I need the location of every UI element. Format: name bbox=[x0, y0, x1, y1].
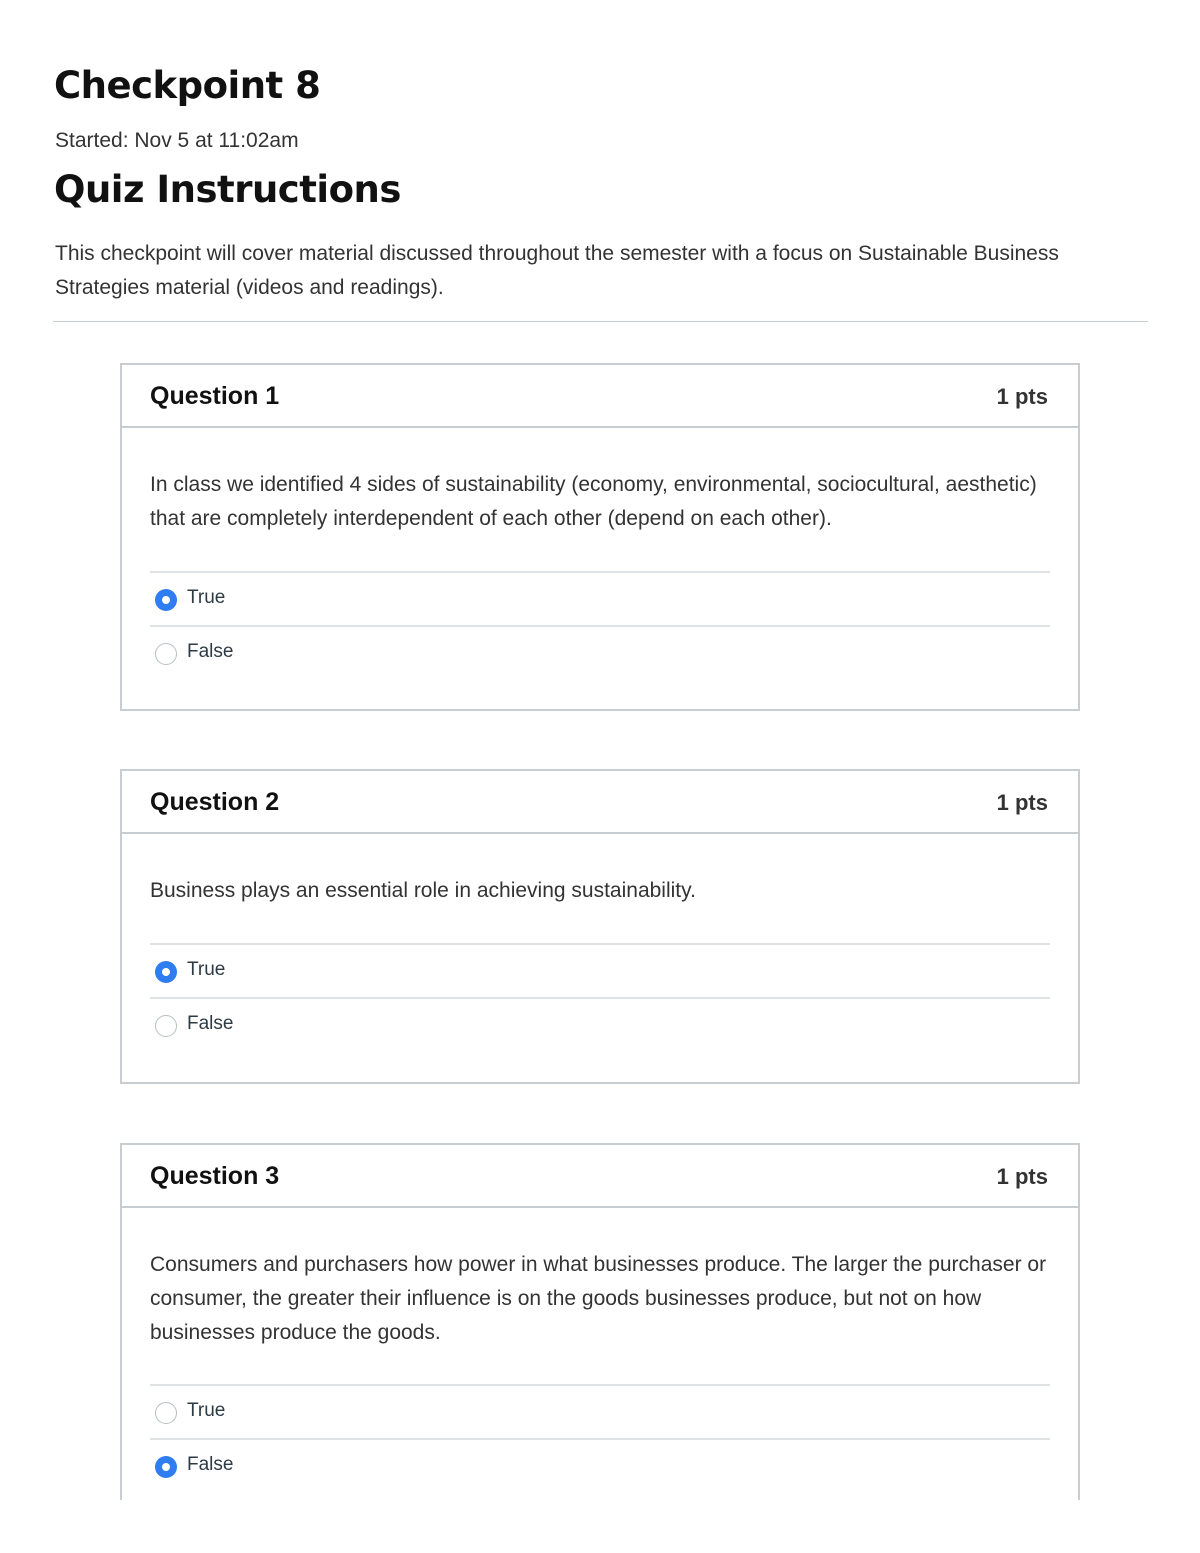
question-body bbox=[122, 428, 1078, 677]
radio-unselected-icon[interactable] bbox=[155, 643, 177, 665]
radio-selected-icon[interactable] bbox=[155, 589, 177, 611]
question-points: 1 pts bbox=[996, 790, 1048, 815]
answer-label[interactable]: True bbox=[187, 587, 226, 608]
question-points: 1 pts bbox=[996, 1164, 1048, 1189]
question-title: Question 3 bbox=[150, 1162, 280, 1190]
question-body bbox=[122, 834, 1078, 1049]
radio-unselected-icon[interactable] bbox=[155, 1015, 177, 1037]
question-title: Question 1 bbox=[150, 382, 280, 410]
quiz-title: Checkpoint 8 bbox=[54, 64, 321, 107]
answer-label[interactable]: False bbox=[187, 1454, 234, 1475]
question-points: 1 pts bbox=[996, 384, 1048, 409]
question-header bbox=[122, 771, 1078, 834]
section-divider bbox=[53, 321, 1148, 322]
question-header bbox=[122, 365, 1078, 428]
answer-option-false[interactable] bbox=[150, 1438, 1050, 1490]
radio-selected-icon[interactable] bbox=[155, 961, 177, 983]
answer-list bbox=[150, 1384, 1050, 1490]
question-card-3 bbox=[120, 1143, 1080, 1500]
started-timestamp: Started: Nov 5 at 11:02am bbox=[55, 129, 299, 152]
answer-list bbox=[150, 571, 1050, 677]
answer-label[interactable]: False bbox=[187, 1013, 234, 1034]
question-title: Question 2 bbox=[150, 788, 280, 816]
answer-label[interactable]: True bbox=[187, 959, 226, 980]
radio-unselected-icon[interactable] bbox=[155, 1402, 177, 1424]
answer-list bbox=[150, 943, 1050, 1049]
question-card-1 bbox=[120, 363, 1080, 711]
answer-label[interactable]: False bbox=[187, 641, 234, 662]
answer-option-false[interactable] bbox=[150, 625, 1050, 677]
answer-option-true[interactable] bbox=[150, 573, 1050, 625]
question-body bbox=[122, 1208, 1078, 1490]
instructions-text: This checkpoint will cover material discussed throughout the semester with a focus on Sustainable Business Strategies material (videos and readings). bbox=[55, 242, 1059, 299]
answer-option-true[interactable] bbox=[150, 945, 1050, 997]
question-text: Consumers and purchasers how power in what businesses produce. The larger the purchaser or consumer, the greater their influence is on the goods businesses produce, but not on how businesses produce the goods. bbox=[150, 1253, 1047, 1344]
answer-option-false[interactable] bbox=[150, 997, 1050, 1049]
question-text: In class we identified 4 sides of sustainability (economy, environmental, sociocultural, aesthetic) that are completely interdependent of each other (depend on each other). bbox=[150, 473, 1037, 530]
question-header bbox=[122, 1145, 1078, 1208]
instructions-heading: Quiz Instructions bbox=[54, 168, 401, 211]
answer-option-true[interactable] bbox=[150, 1386, 1050, 1438]
question-card-2 bbox=[120, 769, 1080, 1084]
answer-label[interactable]: True bbox=[187, 1400, 226, 1421]
question-text: Business plays an essential role in achieving sustainability. bbox=[150, 879, 696, 902]
radio-selected-icon[interactable] bbox=[155, 1456, 177, 1478]
